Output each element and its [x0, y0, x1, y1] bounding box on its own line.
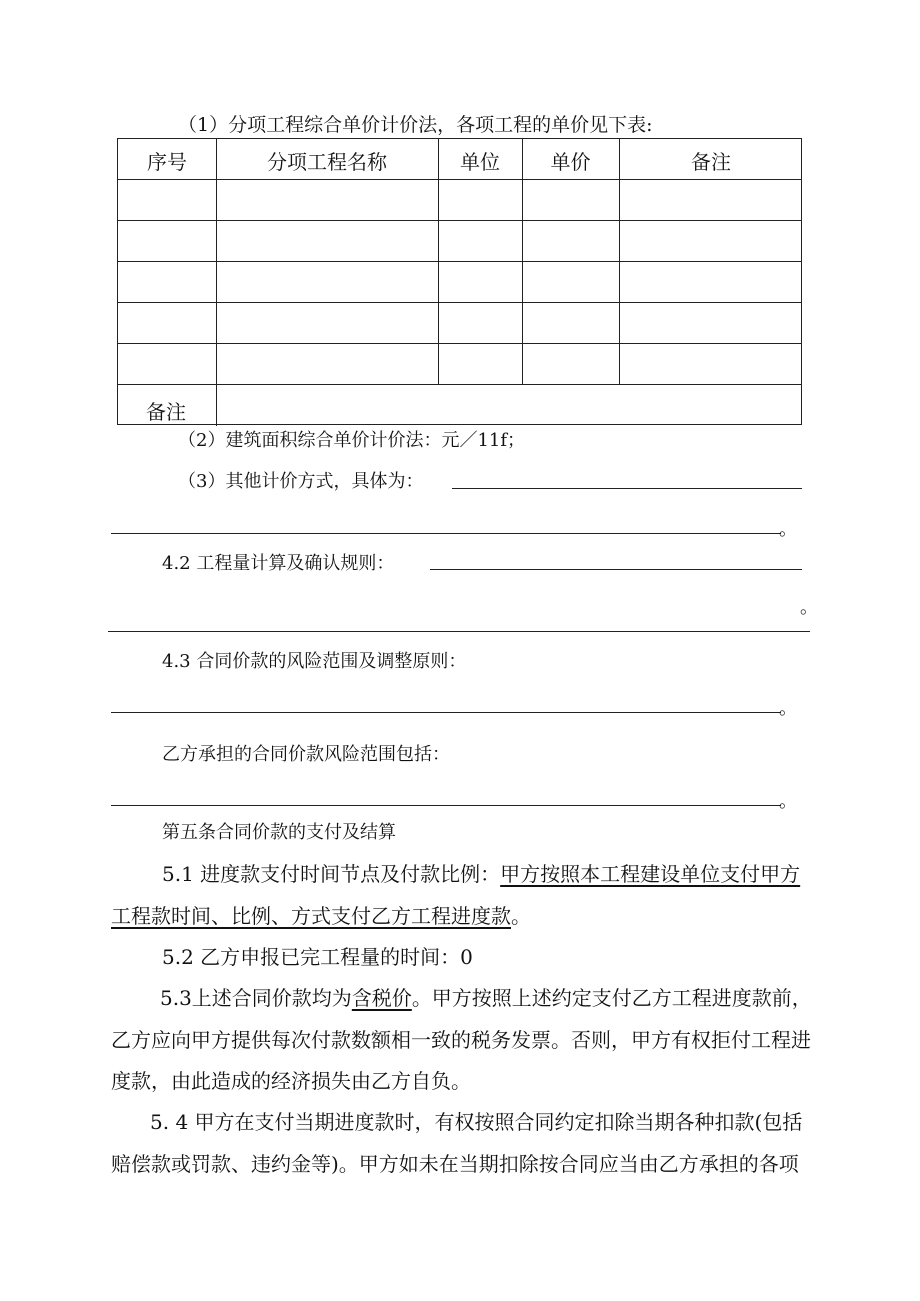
fill-blank-line	[430, 569, 802, 570]
header-remarks: 备注	[691, 150, 731, 174]
column-divider	[216, 139, 217, 426]
table-row	[118, 343, 801, 384]
pricing-method-2: （2）建筑面积综合单价计价法：元／11f；	[178, 430, 526, 451]
fill-blank-line	[111, 712, 781, 713]
tax-inclusive-price: 含税价	[351, 986, 412, 1010]
table-intro: （1）分项工程综合单价计价法，各项工程的单价见下表:	[178, 114, 653, 136]
section-5-1-underlined-2: 工程款时间、比例、方式支付乙方工程进度款	[111, 904, 511, 928]
section-5-3-line2: 乙方应向甲方提供每次付款数额相一致的税务发票。否则，甲方有权拒付工程进	[111, 1028, 811, 1052]
column-divider	[438, 139, 439, 384]
unit-price-table	[117, 138, 802, 425]
period: 。	[779, 519, 797, 540]
table-row	[118, 302, 801, 343]
section-5-4: 5. 4 甲方在支付当期进度款时，有权按照合同约定扣除当期各种扣款(包括	[150, 1110, 803, 1134]
section-5-3-rest: 。甲方按照上述约定支付乙方工程进度款前，	[411, 986, 812, 1010]
section-4-3: 4.3 合同价款的风险范围及调整原则：	[162, 651, 467, 672]
table-row	[118, 261, 801, 302]
table-footer-row	[118, 384, 801, 424]
table-row	[118, 179, 801, 220]
section-5-4-line2: 赔偿款或罚款、违约金等)。甲方如未在当期扣除按合同应当由乙方承担的各项	[111, 1152, 799, 1176]
section-5-1	[162, 860, 800, 888]
section-5-2: 5.2 乙方申报已完工程量的时间：0	[162, 945, 473, 969]
section-5-1-prefix: 5.1 进度款支付时间节点及付款比例：	[162, 862, 501, 886]
header-item-name: 分项工程名称	[267, 150, 387, 174]
header-unit-price: 单价	[550, 150, 591, 174]
period: 。	[779, 791, 797, 812]
risk-scope: 乙方承担的合同价款风险范围包括：	[162, 744, 450, 765]
section-5-1-line2	[111, 902, 531, 930]
table-row	[118, 220, 801, 261]
fill-blank-line	[111, 805, 781, 806]
column-divider	[619, 139, 620, 384]
period: 。	[511, 904, 531, 928]
footer-remarks-label: 备注	[146, 400, 186, 424]
period: 。	[800, 597, 818, 618]
section-5-3	[160, 984, 812, 1012]
fill-blank-line	[452, 488, 802, 489]
section-5-3-prefix: 5.3上述合同价款均为	[160, 986, 352, 1010]
column-divider	[522, 139, 523, 384]
fill-blank-line	[111, 533, 781, 534]
header-index: 序号	[147, 150, 187, 174]
period: 。	[779, 698, 797, 719]
fill-blank-line	[108, 631, 810, 632]
header-unit: 单位	[460, 150, 500, 174]
section-5-3-line3: 度款，由此造成的经济损失由乙方自负。	[111, 1069, 471, 1093]
pricing-method-3: （3）其他计价方式，具体为：	[178, 471, 424, 492]
article-5-title: 第五条合同价款的支付及结算	[162, 822, 396, 843]
section-5-1-underlined: 甲方按照本工程建设单位支付甲方	[500, 862, 801, 886]
section-4-2: 4.2 工程量计算及确认规则：	[162, 553, 395, 574]
